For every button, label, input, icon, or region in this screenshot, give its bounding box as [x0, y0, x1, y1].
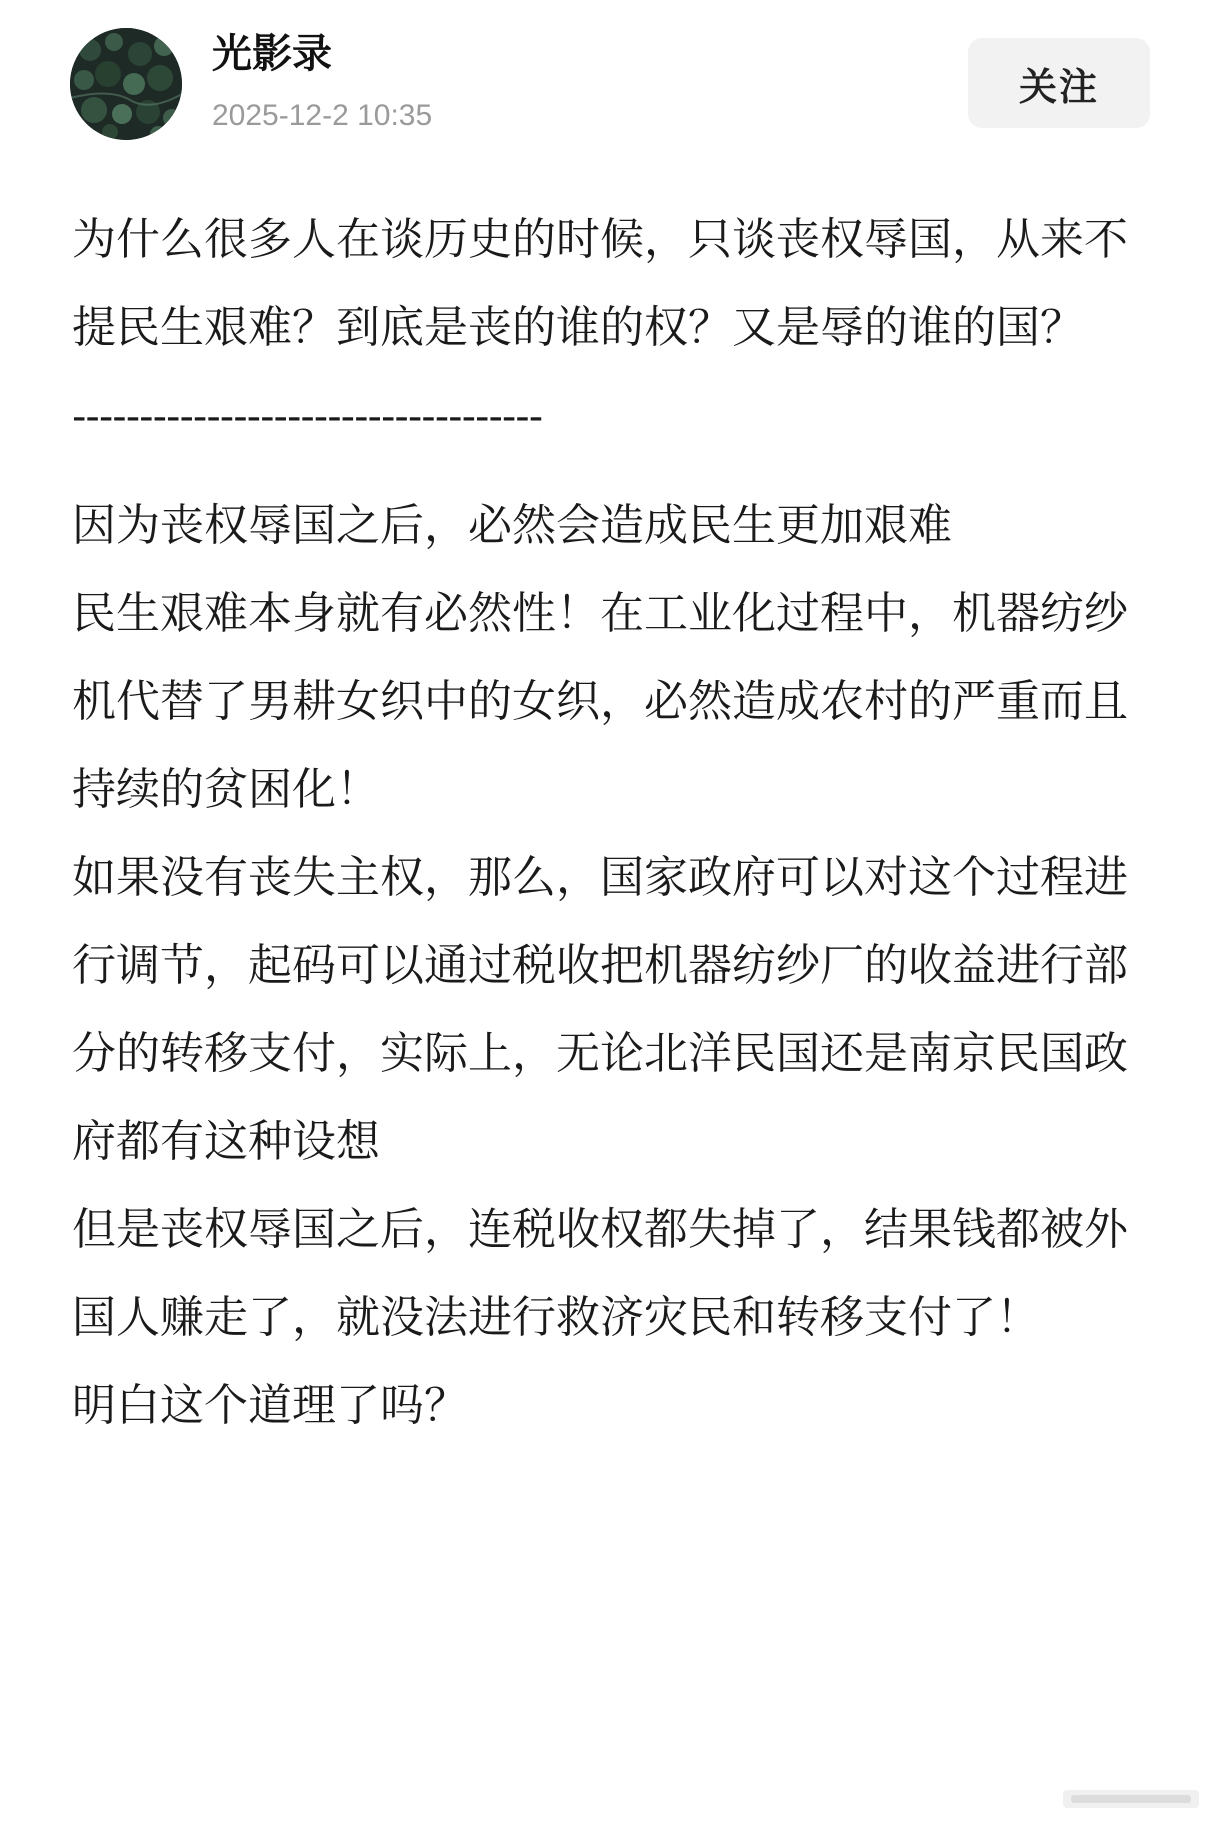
author-name[interactable]: 光影录 [212, 31, 332, 77]
follow-button[interactable]: 关注 [968, 38, 1150, 128]
post-question: 为什么很多人在谈历史的时候，只谈丧权辱国，从来不提民生艰难？到底是丧的谁的权？又是辱的谁的国？ [72, 214, 1128, 353]
avatar[interactable] [70, 28, 182, 140]
answer-paragraph-4: 但是丧权辱国之后，连税收权都失掉了，结果钱都被外国人赚走了，就没法进行救济灾民和转移支付了！ [72, 1204, 1128, 1343]
post-timestamp: 2025-12-2 10:35 [212, 99, 433, 132]
text-divider: ----------------------------------- [72, 394, 543, 440]
answer-paragraph-1: 因为丧权辱国之后，必然会造成民生更加艰难 [72, 500, 952, 551]
answer-paragraph-5: 明白这个道理了吗？ [72, 1380, 468, 1431]
answer-paragraph-3: 如果没有丧失主权，那么，国家政府可以对这个过程进行调节，起码可以通过税收把机器纺纱厂的收益进行部分的转移支付，实际上，无论北洋民国还是南京民国政府都有这种设想 [72, 852, 1128, 1167]
post-body [72, 196, 1152, 1450]
post-header [0, 0, 1215, 160]
watermark-logo-icon [1061, 1784, 1201, 1814]
forest-aerial-avatar-icon [70, 28, 182, 140]
answer-paragraph-2: 民生艰难本身就有必然性！在工业化过程中，机器纺纱机代替了男耕女织中的女织，必然造成农村的严重而且持续的贫困化！ [72, 588, 1128, 815]
